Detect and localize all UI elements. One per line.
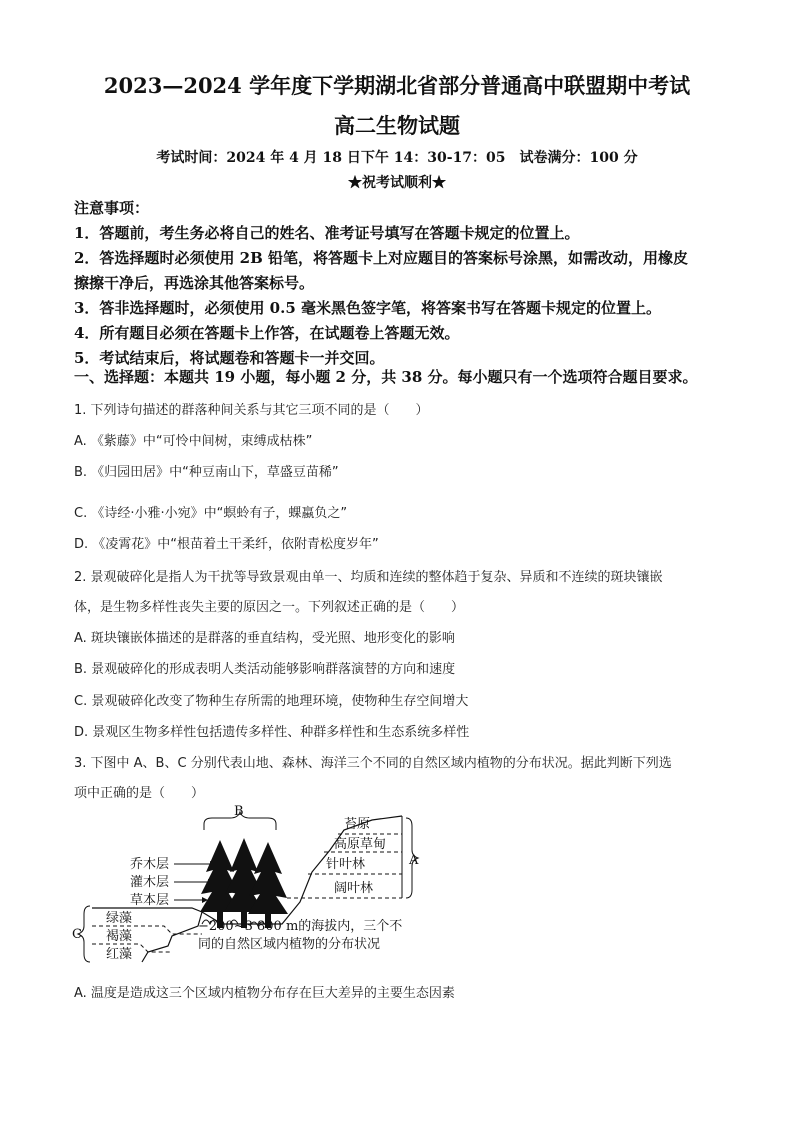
notes-block xyxy=(74,196,724,371)
forest-trees-icon xyxy=(200,838,288,928)
label-tree-layer: 乔木层 xyxy=(130,857,170,872)
notes-item: 擦擦干净后，再选涂其他答案标号。 xyxy=(74,274,315,292)
label-green-algae: 绿藻 xyxy=(106,911,133,926)
figure-caption-line2: 同的自然区域内植物的分布状况 xyxy=(198,937,381,952)
q1-option-d: D. 《凌霄花》中“根苗着土干柔纤，依附青松度岁年” xyxy=(74,537,379,552)
q3-stem-line2: 项中正确的是（ ） xyxy=(74,786,205,801)
notes-item: 1．答题前，考生务必将自己的姓名、准考证号填写在答题卡规定的位置上。 xyxy=(74,224,580,242)
vegetation-distribution-figure xyxy=(72,804,422,962)
notes-item: 5．考试结束后，将试题卷和答题卡一并交回。 xyxy=(74,349,385,367)
q2-stem-line1: 2. 景观破碎化是指人为干扰等导致景观由单一、均质和连续的整体趋于复杂、异质和不连续的斑块镶嵌 xyxy=(74,570,663,585)
figure-caption-line1: −200~3 800 m的海拔内，三个不 xyxy=(198,919,403,934)
label-b: B xyxy=(234,804,244,819)
q2-stem-line2: 体，是生物多样性丧失主要的原因之一。下列叙述正确的是（ ） xyxy=(74,600,465,615)
label-herb-layer: 草本层 xyxy=(130,893,170,908)
label-shrub-layer: 灌木层 xyxy=(130,875,170,890)
label-a: A xyxy=(409,853,419,868)
notes-item: 3．答非选择题时，必须使用 0.5 毫米黑色签字笔，将答案书写在答题卡规定的位置上。 xyxy=(74,299,661,317)
label-brown-algae: 褐藻 xyxy=(106,929,133,944)
notes-item: 4．所有题目必须在答题卡上作答，在试题卷上答题无效。 xyxy=(74,324,460,342)
exam-title: 2023—2024 学年度下学期湖北省部分普通高中联盟期中考试 xyxy=(103,73,691,98)
q1-stem: 1. 下列诗句描述的群落种间关系与其它三项不同的是（ ） xyxy=(74,403,429,418)
exam-wish: ★祝考试顺利★ xyxy=(348,175,446,191)
q2-option-c: C. 景观破碎化改变了物种生存所需的地理环境，使物种生存空间增大 xyxy=(74,694,469,709)
q2-option-d: D. 景观区生物多样性包括遗传多样性、种群多样性和生态系统多样性 xyxy=(74,725,470,740)
label-conifer: 针叶林 xyxy=(326,857,366,872)
q2-option-b: B. 景观破碎化的形成表明人类活动能够影响群落演替的方向和速度 xyxy=(74,662,456,677)
label-tundra: 苔原 xyxy=(344,817,371,832)
label-broadleaf: 阔叶林 xyxy=(334,881,374,896)
label-meadow: 高原草甸 xyxy=(334,837,387,852)
q1-option-c: C. 《诗经·小雅·小宛》中“螟蛉有子，蜾蠃负之” xyxy=(74,506,348,521)
q1-option-b: B. 《归园田居》中“种豆南山下，草盛豆苗稀” xyxy=(74,465,339,480)
exam-info: 考试时间：2024 年 4 月 18 日下午 14：30-17：05 试卷满分：100 分 xyxy=(156,150,638,166)
sea-floor-slope xyxy=(142,912,202,962)
q3-stem-line1: 3. 下图中 A、B、C 分别代表山地、森林、海洋三个不同的自然区域内植物的分布状况。据此判断下列选 xyxy=(74,756,672,771)
q2-option-a: A. 斑块镶嵌体描述的是群落的垂直结构，受光照、地形变化的影响 xyxy=(74,631,455,646)
label-c: C xyxy=(72,927,82,942)
label-red-algae: 红藻 xyxy=(106,947,133,962)
notes-heading: 注意事项： xyxy=(74,199,150,217)
q1-option-a: A. 《紫藤》中“可怜中间树，束缚成枯株” xyxy=(74,434,313,449)
notes-item: 2．答选择题时必须使用 2B 铅笔，将答题卡上对应题目的答案标号涂黑，如需改动，用橡皮 xyxy=(74,249,689,267)
q3-option-a: A. 温度是造成这三个区域内植物分布存在巨大差异的主要生态因素 xyxy=(74,986,455,1001)
section-heading: 一、选择题：本题共 19 小题，每小题 2 分，共 38 分。每小题只有一个选项符合题目要求。 xyxy=(74,368,698,386)
exam-subtitle: 高二生物试题 xyxy=(334,113,460,138)
